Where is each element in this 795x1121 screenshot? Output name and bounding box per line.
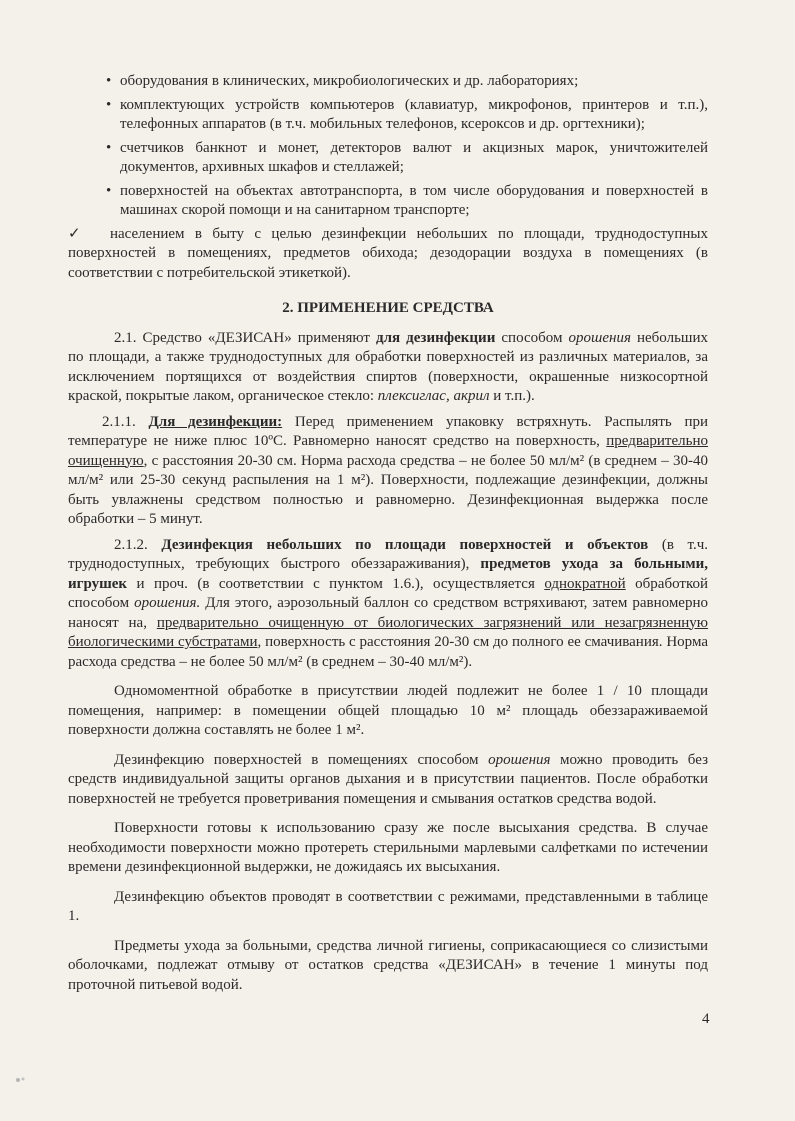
checkmark-icon: ✓	[68, 225, 81, 242]
page-number: 4	[702, 1011, 710, 1027]
paragraph-modes: Дезинфекцию объектов проводят в соответствии с режимами, представленными в таблице 1.	[68, 888, 708, 924]
checkmark-item	[68, 225, 708, 284]
list-item: • оборудования в клинических, микробиологических и др. лабораториях;	[120, 72, 708, 92]
paragraph-ready: Поверхности готовы к использованию сразу же после высыхания средства. В случае необходимости поверхности можно протереть стерильными марлевыми салфетками по истечении времени дезинфекционной выдержки, не дожидаясь их высыхания.	[68, 820, 708, 875]
checkmark-item-text: населением в быту с целью дезинфекции небольших по площади, труднодоступных поверхностей в помещениях, предметов обихода; дезодорации воздуха в помещениях (в соответствии с потребительской этикеткой).	[68, 225, 708, 281]
paragraph-care-items: Предметы ухода за больными, средства личной гигиены, соприкасающиеся со слизистыми оболочками, подлежат отмыву от остатков средства «ДЕЗИСАН» в течение 1 минуты под проточной питьевой водой.	[68, 937, 708, 993]
paragraph-2-1-1: 2.1.1. Для дезинфекции: Перед применением упаковку встряхнуть. Распылять при температуре не ниже плюс 10ºС. Равномерно наносят средство на поверхность, предварительно очищенную, с расстояния 20-30 см. Норма расхода средства – не более 50 мл/м² (в среднем – 30-40 мл/м² или 25-30 секунд распыления на 1 м²). Поверхности, подлежащие дезинфекции, должны быть увлажнены средством полностью и равномерно. Дезинфекционная выдержка после обработки – 5 минут.	[68, 413, 708, 527]
section-title: 2. ПРИМЕНЕНИЕ СРЕДСТВА	[282, 300, 494, 316]
paragraph-ppe: Дезинфекцию поверхностей в помещениях способом орошения можно проводить без средств индивидуальной защиты органов дыхания и в присутствии пациентов. После обработки поверхностей не требуется проветривания помещения и смывания остатков средства водой.	[68, 751, 708, 807]
scan-mark-icon	[14, 1074, 28, 1084]
list-item: • комплектующих устройств компьютеров (клавиатур, микрофонов, принтеров и т.п.), телефонных аппаратов (в т.ч. мобильных телефонов, ксероксов и др. оргтехники);	[120, 96, 708, 135]
paragraph-simultaneous-treatment: Одномоментной обработке в присутствии людей подлежит не более 1 / 10 площади помещения, например: в помещении общей площадью 10 м² площадь обеззараживаемой поверхности должна составлять не более 1 м².	[68, 683, 708, 738]
paragraph-2-1-2: 2.1.2. Дезинфекция небольших по площади поверхностей и объектов (в т.ч. труднодоступных, требующих быстрого обеззараживания), предметов ухода за больными, игрушек и проч. (в соответствии с пунктом 1.6.), осуществляется однократной обработкой способом орошения. Для этого, аэрозольный баллон со средством встряхивают, затем равномерно наносят на, предварительно очищенную от биологических загрязнений или незагрязненную биологическими субстратами, поверхность с расстояния 20-30 см до полного ее смачивания. Норма расхода средства – не более 50 мл/м² (в среднем – 30-40 мл/м²).	[68, 536, 708, 670]
document-body	[68, 72, 708, 1001]
list-item: • поверхностей на объектах автотранспорта, в том числе оборудования и поверхностей в машинах скорой помощи и на санитарном транспорте;	[120, 182, 708, 221]
list-item: • счетчиков банкнот и монет, детекторов валют и акцизных марок, уничтожителей документов, архивных шкафов и стеллажей;	[120, 139, 708, 178]
paragraph-2-1: 2.1. Средство «ДЕЗИСАН» применяют для дезинфекции способом орошения небольших по площади, а также труднодоступных для обработки поверхностей из различных материалов, за исключением портящихся от воздействия спиртов (поверхности, окрашенные низкосортной краской, покрытые лаком, органическое стекло: плексиглас, акрил и т.п.).	[68, 329, 708, 404]
object-list	[68, 72, 708, 221]
